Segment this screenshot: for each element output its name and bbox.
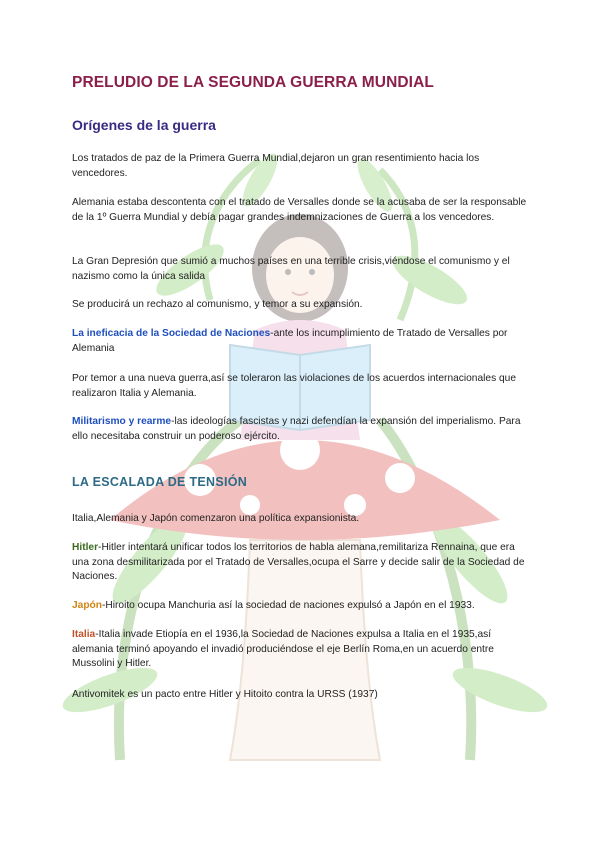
section-heading-origenes: Orígenes de la guerra	[72, 117, 216, 133]
section-heading-escalada: LA ESCALADA DE TENSIÓN	[72, 475, 248, 489]
paragraph-temor-guerra: Por temor a una nueva guerra,así se toleraron las violaciones de los acuerdos internacionales que realizaron Italia y Alemania.	[72, 373, 516, 399]
paragraph-italia	[72, 628, 532, 672]
paragraph-militarismo	[72, 415, 532, 444]
paragraph-sociedad-naciones	[72, 327, 532, 356]
keyword-sociedad-naciones: La ineficacia de la Sociedad de Naciones	[72, 328, 271, 339]
paragraph-gran-depresion: La Gran Depresión que sumió a muchos países en una terrible crisis,viéndose el comunismo y el nazismo como la única salida	[72, 256, 510, 282]
paragraph-antivomitek: Antivomitek es un pacto entre Hitler y Hitoito contra la URSS (1937)	[72, 689, 378, 700]
paragraph-text: -las ideologías fascistas y nazi defendían la expansión del imperialismo. Para ello necesitaba construir un poderoso ejército.	[72, 416, 521, 442]
paragraph-text: -Italia invade Etiopía en el 1936,la Sociedad de Naciones expulsa a Italia en el 1935,así alemania terminó apoyando el invadió produciéndose el eje Berlín Roma,en un acuerdo entre Mussolini y Hitler.	[72, 629, 494, 670]
paragraph-japon	[72, 599, 532, 614]
keyword-italia: Italia	[72, 629, 96, 640]
paragraph-hitler	[72, 541, 532, 585]
paragraph-tratados: Los tratados de paz de la Primera Guerra Mundial,dejaron un gran resentimiento hacia los vencedores.	[72, 153, 480, 179]
paragraph-comunismo: Se producirá un rechazo al comunismo, y temor a su expansión.	[72, 299, 363, 310]
document-title: PRELUDIO DE LA SEGUNDA GUERRA MUNDIAL	[72, 74, 434, 91]
paragraph-alemania: Alemania estaba descontenta con el tratado de Versalles donde se la acusaba de ser la responsable de la 1º Guerra Mundial y debía pagar grandes indemnizaciones de Guerra a los vencedores.	[72, 197, 527, 223]
paragraph-text: -Hitler intentará unificar todos los territorios de habla alemana,remilitariza Rennaina, que era una zona desmilitarizada por el Tratado de Versalles,ocupa el Sarre y decide salir de la Sociedad de Naciones.	[72, 542, 525, 583]
paragraph-expansionista: Italia,Alemania y Japón comenzaron una política expansionista.	[72, 513, 360, 524]
keyword-hitler: Hitler	[72, 542, 99, 553]
paragraph-text: -Hiroito ocupa Manchuria así la sociedad de naciones expulsó a Japón en el 1933.	[102, 600, 475, 611]
paragraph-text: -ante los incumplimiento de Tratado de Versalles por Alemania	[72, 328, 508, 354]
keyword-japon: Japón	[72, 600, 103, 611]
keyword-militarismo: Militarismo y rearme	[72, 416, 172, 427]
